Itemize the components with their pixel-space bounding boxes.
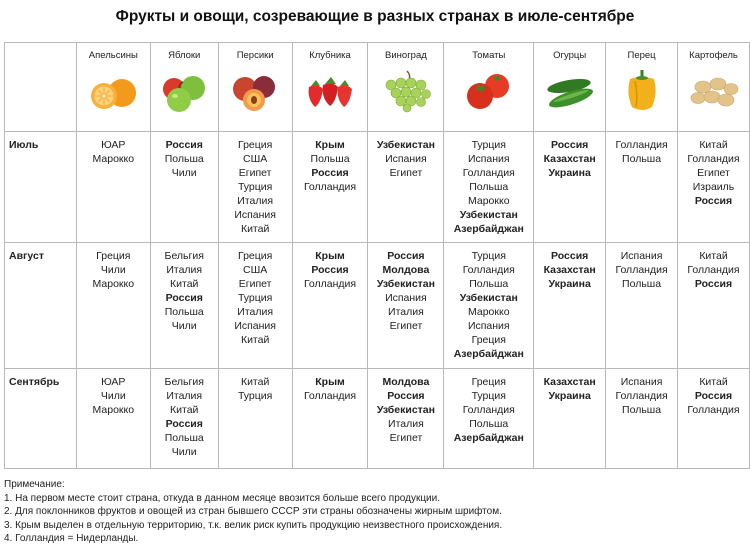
column-label: Клубника [309, 50, 351, 61]
country-cell [606, 243, 678, 369]
country-name: Крым [315, 376, 345, 388]
country-name: Молдова [382, 376, 430, 388]
country-name: Китай [170, 404, 199, 416]
country-name: Польша [164, 432, 204, 444]
country-name: Голландия [462, 404, 515, 416]
column-header-apples [150, 43, 218, 132]
country-name: Китай [170, 278, 199, 290]
country-name: Польша [469, 418, 509, 430]
country-name: Россия [165, 418, 203, 430]
country-name: Польша [164, 306, 204, 318]
country-cell [292, 369, 368, 469]
pepper-icon [613, 67, 671, 113]
country-cell [606, 369, 678, 469]
column-header-grapes [368, 43, 444, 132]
country-name: Узбекистан [376, 404, 435, 416]
header-row [5, 43, 750, 132]
country-name: Молдова [382, 264, 430, 276]
country-name: Чили [171, 320, 197, 332]
country-name: Украина [548, 390, 591, 402]
country-name: Голландия [462, 167, 515, 179]
country-name: Казахстан [543, 153, 596, 165]
country-name: Польша [310, 153, 350, 165]
country-name: Бельгия [164, 250, 204, 262]
country-cell [534, 132, 606, 243]
notes-block [4, 478, 502, 546]
column-label: Перец [627, 50, 656, 61]
country-name: Турция [237, 181, 273, 193]
grapes-icon [377, 67, 435, 113]
note-item: 2. Для поклонников фруктов и овощей из стран бывшего СССР эти страны обозначены жирным шрифтом. [4, 506, 502, 517]
country-cell [444, 369, 534, 469]
country-name: Египет [389, 320, 423, 332]
country-name: Греция [237, 250, 273, 262]
tomatoes-icon [460, 67, 518, 113]
produce-table [4, 42, 750, 469]
country-name: Азербайджан [453, 348, 524, 360]
country-name: ЮАР [101, 139, 126, 151]
country-name: Египет [697, 167, 730, 179]
country-name: Украина [548, 278, 591, 290]
strawberries-icon [301, 67, 359, 113]
country-cell [292, 243, 368, 369]
country-name: Казахстан [543, 376, 596, 388]
country-cell [678, 243, 750, 369]
country-cell [444, 243, 534, 369]
country-name: Марокко [92, 153, 135, 165]
country-name: Греция [471, 334, 506, 346]
country-name: Турция [471, 250, 506, 262]
country-name: Голландия [303, 181, 357, 193]
corner-cell [5, 43, 77, 132]
country-name: Россия [694, 278, 733, 290]
country-name: Греция [96, 250, 131, 262]
column-label: Апельсины [88, 50, 138, 61]
country-name: Польша [622, 278, 662, 290]
country-name: США [243, 153, 268, 165]
country-name: Италия [388, 418, 424, 430]
country-name: Греция [237, 139, 273, 151]
country-cell [150, 369, 218, 469]
country-name: Чили [171, 167, 197, 179]
country-name: Крым [315, 139, 345, 151]
country-cell [218, 369, 292, 469]
column-header-oranges [76, 43, 150, 132]
country-name: Голландия [687, 404, 740, 416]
country-name: Россия [311, 167, 349, 179]
country-cell [218, 243, 292, 369]
country-name: США [243, 264, 268, 276]
page-title: Фрукты и овощи, созревающие в разных странах в июле-сентябре [115, 8, 635, 25]
country-cell [534, 243, 606, 369]
month-row [5, 243, 750, 369]
country-cell [150, 243, 218, 369]
country-name: Голландия [462, 264, 515, 276]
country-name: Россия [551, 139, 589, 151]
country-name: Голландия [303, 278, 357, 290]
country-name: Чили [171, 446, 197, 458]
country-cell [678, 369, 750, 469]
country-name: Россия [694, 195, 733, 207]
country-name: Италия [166, 264, 203, 276]
country-name: Голландия [687, 264, 740, 276]
country-name: Польша [469, 278, 509, 290]
country-cell [76, 243, 150, 369]
country-cell [76, 132, 150, 243]
country-name: Египет [238, 167, 272, 179]
column-header-cucumbers [534, 43, 606, 132]
country-cell [292, 132, 368, 243]
country-name: Китай [699, 250, 728, 262]
country-cell [606, 132, 678, 243]
country-name: Россия [165, 292, 203, 304]
country-name: Испания [385, 153, 427, 165]
country-name: Узбекистан [376, 278, 435, 290]
column-label: Персики [236, 50, 274, 61]
country-name: Украина [548, 167, 591, 179]
country-name: Испания [620, 250, 663, 262]
country-name: Испания [385, 292, 427, 304]
country-name: Голландия [615, 264, 668, 276]
country-name: Испания [620, 376, 663, 388]
country-name: Чили [100, 390, 126, 402]
column-label: Огурцы [553, 50, 587, 61]
country-cell [678, 132, 750, 243]
country-name: Египет [389, 432, 423, 444]
column-header-pepper [606, 43, 678, 132]
country-name: Италия [237, 306, 274, 318]
notes-heading: Примечание: [4, 479, 65, 490]
country-name: Узбекистан [459, 209, 518, 221]
country-name: Азербайджан [453, 223, 524, 235]
month-label: Август [5, 243, 77, 369]
country-name: Россия [694, 390, 733, 402]
country-cell [444, 132, 534, 243]
country-name: Марокко [92, 404, 135, 416]
cucumbers-icon [541, 67, 599, 113]
note-item: 1. На первом месте стоит страна, откуда в данном месяце ввозится больше всего продукции. [4, 492, 441, 504]
column-label: Яблоки [168, 50, 201, 61]
country-name: Голландия [615, 390, 668, 402]
country-name: Россия [551, 250, 589, 262]
note-item: 4. Голландия = Нидерланды. [4, 533, 139, 544]
note-item: 3. Крым выделен в отдельную территорию, т.к. велик риск купить продукцию неизвестного происхождения. [4, 519, 503, 531]
column-label: Томаты [472, 50, 506, 61]
country-name: Испания [234, 320, 276, 332]
country-name: Россия [387, 390, 425, 402]
apples-icon [155, 67, 213, 113]
country-name: Китай [699, 376, 728, 388]
country-name: Голландия [615, 139, 668, 151]
country-name: Узбекистан [376, 139, 435, 151]
country-name: Греция [471, 376, 506, 388]
month-label: Сентябрь [5, 369, 77, 469]
country-name: Казахстан [543, 264, 596, 276]
country-name: Азербайджан [453, 432, 524, 444]
country-name: Польша [164, 153, 204, 165]
country-name: Голландия [687, 153, 740, 165]
country-name: Испания [234, 209, 276, 221]
column-header-tomatoes [444, 43, 534, 132]
country-name: Польша [469, 181, 509, 193]
country-name: Чили [100, 264, 126, 276]
column-header-strawberries [292, 43, 368, 132]
column-label: Картофель [689, 50, 738, 61]
potatoes-icon [685, 67, 743, 113]
country-name: Израиль [692, 181, 735, 193]
month-row [5, 369, 750, 469]
country-cell [368, 369, 444, 469]
country-cell [150, 132, 218, 243]
country-name: Италия [237, 195, 274, 207]
country-name: Польша [622, 153, 662, 165]
country-name: Марокко [468, 306, 510, 318]
column-label: Виноград [385, 50, 427, 61]
country-name: Голландия [303, 390, 357, 402]
country-name: Турция [471, 139, 506, 151]
month-label: Июль [5, 132, 77, 243]
country-name: Турция [471, 390, 506, 402]
country-name: Бельгия [164, 376, 204, 388]
country-name: ЮАР [101, 376, 126, 388]
country-cell [76, 369, 150, 469]
country-name: Китай [699, 139, 728, 151]
column-header-peaches [218, 43, 292, 132]
country-name: Испания [467, 153, 510, 165]
country-cell [218, 132, 292, 243]
country-name: Египет [238, 278, 272, 290]
country-name: Россия [311, 264, 349, 276]
country-name: Италия [388, 306, 424, 318]
country-name: Узбекистан [459, 292, 518, 304]
country-name: Россия [165, 139, 203, 151]
country-name: Италия [166, 390, 203, 402]
country-name: Марокко [92, 278, 135, 290]
country-name: Китай [240, 223, 270, 235]
peaches-icon [226, 67, 284, 113]
country-name: Турция [237, 390, 273, 402]
country-cell [368, 132, 444, 243]
country-name: Египет [389, 167, 423, 179]
country-name: Китай [240, 334, 270, 346]
country-name: Испания [467, 320, 510, 332]
column-header-potatoes [678, 43, 750, 132]
country-name: Марокко [468, 195, 510, 207]
country-cell [368, 243, 444, 369]
month-row [5, 132, 750, 243]
oranges-icon [84, 67, 142, 113]
country-cell [534, 369, 606, 469]
country-name: Китай [240, 376, 270, 388]
country-name: Крым [315, 250, 345, 262]
country-name: Россия [387, 250, 425, 262]
country-name: Польша [622, 404, 662, 416]
country-name: Турция [237, 292, 273, 304]
